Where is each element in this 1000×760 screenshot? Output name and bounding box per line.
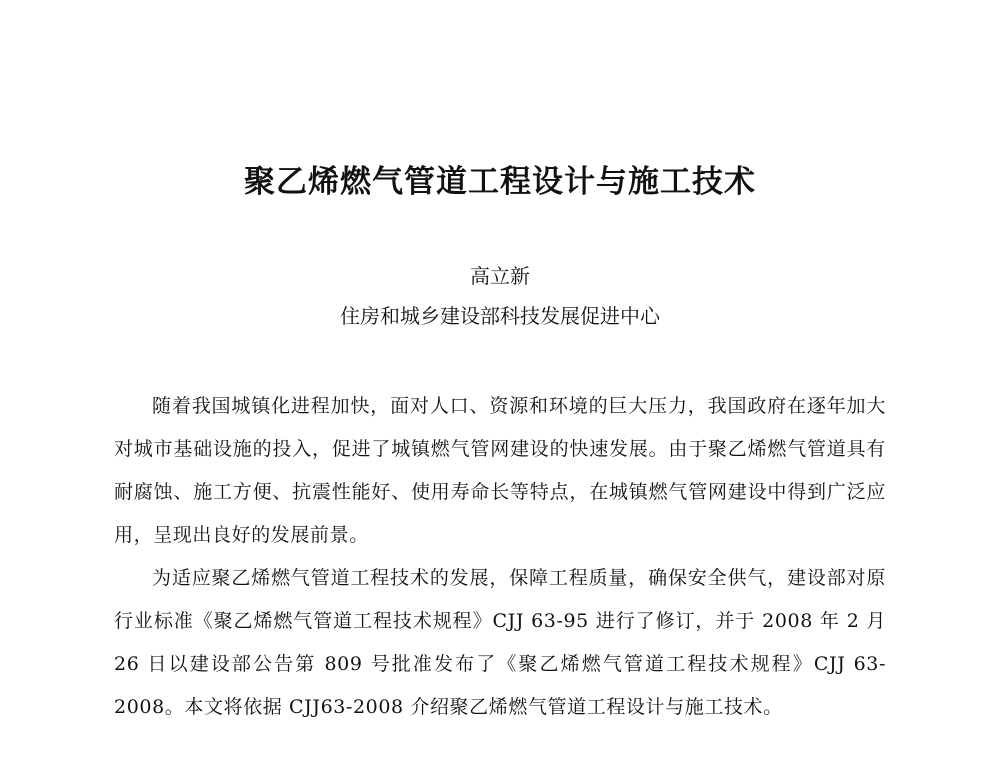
author-affiliation: 住房和城乡建设部科技发展促进中心 [340, 304, 660, 328]
document-body [114, 385, 886, 729]
document-title: 聚乙烯燃气管道工程设计与施工技术 [244, 164, 756, 200]
author-name: 高立新 [470, 264, 530, 288]
body-paragraph: 随着我国城镇化进程加快，面对人口、资源和环境的巨大压力，我国政府在逐年加大对城市基础设施的投入，促进了城镇燃气管网建设的快速发展。由于聚乙烯燃气管道具有耐腐蚀、施工方便、抗震性能好、使用寿命长等特点，在城镇燃气管网建设中得到广泛应用，呈现出良好的发展前景。 [114, 395, 886, 546]
body-paragraph: 为适应聚乙烯燃气管道工程技术的发展，保障工程质量，确保安全供气，建设部对原行业标准《聚乙烯燃气管道工程技术规程》CJJ 63-95 进行了修订，并于 2008 年 2 月 26 日以建设部公告第 809 号批准发布了《聚乙烯燃气管道工程技术规程》CJJ 63-2008。本文将依据 CJJ63-2008 介绍聚乙烯燃气管道工程设计与施工技术。 [114, 567, 886, 718]
